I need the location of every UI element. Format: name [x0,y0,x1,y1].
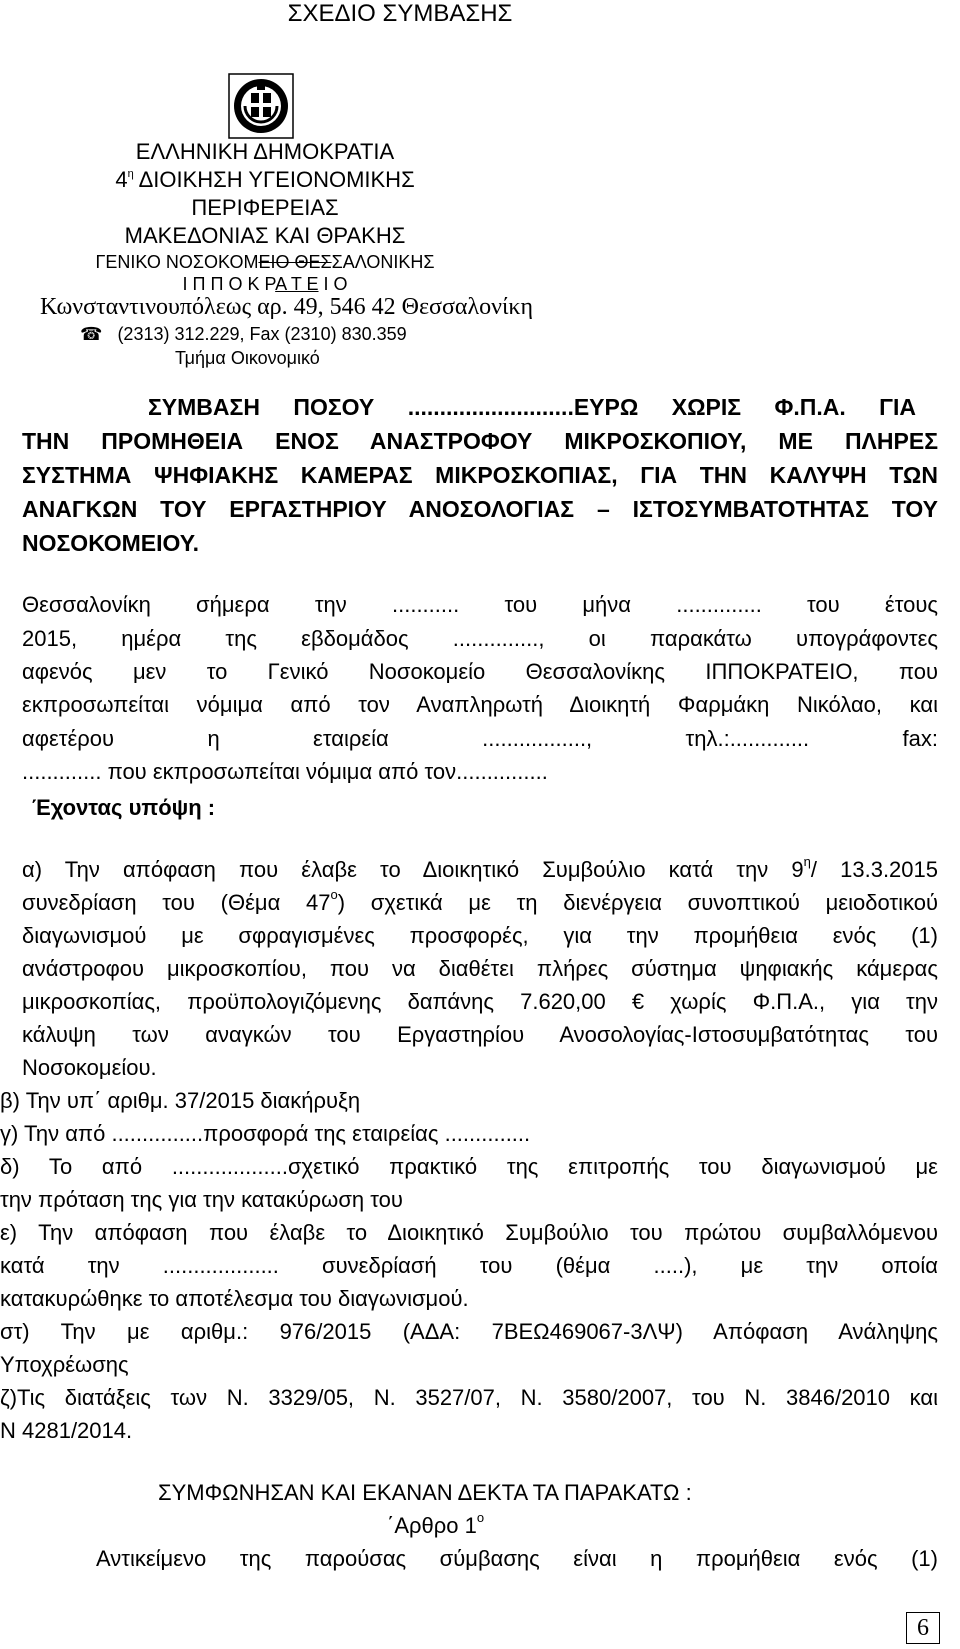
intro-line-4: εκπροσωπείται νόμιμα από τον Αναπληρωτή Διοικητή Φαρμάκη Νικόλαο, και [22,692,938,717]
subject-line-4: ΑΝΑΓΚΩΝ ΤΟΥ ΕΡΓΑΣΤΗΡΙΟΥ ΑΝΟΣΟΛΟΓΙΑΣ – ΙΣΤΟΣΥΜΒΑΤΟΤΗΤΑΣ ΤΟΥ [22,496,938,522]
item-a-line-7: Νοσοκομείου. [22,1055,157,1080]
hospital-name-part3: ΣΑΛΟΝΙΚΗΣ [331,252,435,272]
item-e-line-3: κατακυρώθηκε το αποτέλεσμα του διαγωνισμού. [0,1286,469,1311]
page-number: 6 [906,1612,940,1644]
item-st-line-1: στ) Την με αριθμ.: 976/2015 (ΑΔΑ: 7ΒΕΩ469067-3ΛΨ) Απόφαση Ανάληψης [0,1319,938,1344]
header-line-macedonia: ΜΑΚΕΔΟΝΙΑΣ ΚΑΙ ΘΡΑΚΗΣ [124,223,406,248]
header-phone-line [80,324,407,345]
article-heading-text: ΄Αρθρο 1 [387,1513,477,1538]
item-a1-sup: η [803,854,811,869]
item-d-line-2: την πρόταση της για την κατακύρωση του [0,1187,403,1212]
item-a-line-2 [22,887,938,916]
telephone-icon: ☎ [80,324,103,344]
item-b: β) Την υπ΄ αριθμ. 37/2015 διακήρυξη [0,1088,361,1113]
document-title: ΣΧΕΔΙΟ ΣΥΜΒΑΣΗΣ [287,0,513,27]
header-department: Τμήμα Οικονομικό [175,348,320,368]
header-address: Κωνσταντινουπόλεως αρ. 49, 546 42 Θεσσαλονίκη [40,294,534,320]
header-district-sup: η [127,168,134,180]
item-e-line-1: ε) Την απόφαση που έλαβε το Διοικητικό Συμβούλιο του πρώτου συμβαλλόμενου [0,1220,938,1245]
item-a-line-4: ανάστροφου μικροσκοπίου, που να διαθέτει πλήρες σύστημα ψηφιακής κάμερας [22,956,938,981]
item-a2-text: συνεδρίαση του (Θέμα 47 [22,890,331,915]
item-st-line-2: Υποχρέωσης [0,1352,129,1377]
header-line-hippokrateio [130,274,400,295]
subject-line-1: ΣΥΜΒΑΣΗ ΠΟΣΟΥ ..........................ΕΥΡΩ ΧΩΡΙΣ Φ.Π.Α. ΓΙΑ [148,394,916,420]
item-c: γ) Την από ...............προσφορά της εταιρείας .............. [0,1121,531,1146]
item-z-line-2: Ν 4281/2014. [0,1418,133,1443]
hospital-name-part2: ΕΙΟ ΘΕΣ [258,252,332,272]
item-a2-rest: ) σχετικά με τη διενέργεια συνοπτικού μειοδοτικού [337,890,938,915]
intro-line-6: ............. που εκπροσωπείται νόμιμα από τον............... [22,759,548,784]
header-line-hospital [60,252,470,273]
item-a-line-3: διαγωνισμού με σφραγισμένες προσφορές, για την προμήθεια ενός (1) [22,923,938,948]
hippokrateio-part1: Ι Π Π Ο Κ Ρ [182,274,276,294]
item-z-line-1: ζ)Τις διατάξεις των Ν. 3329/05, Ν. 3527/07, Ν. 3580/2007, του Ν. 3846/2010 και [0,1385,938,1410]
item-a-line-1 [22,854,939,883]
header-district-number: 4 [115,167,128,192]
item-a-line-6: κάλυψη των αναγκών του Εργαστηρίου Ανοσολογίας-Ιστοσυμβατότητας του [22,1022,938,1047]
agreed-heading: ΣΥΜΦΩΝΗΣΑΝ ΚΑΙ ΕΚΑΝΑΝ ΔΕΚΤΑ ΤΑ ΠΑΡΑΚΑΤΩ : [158,1480,692,1505]
header-line-republic: ΕΛΛΗΝΙΚΗ ΔΗΜΟΚΡΑΤΙΑ [135,139,395,164]
greek-coat-of-arms-icon [228,73,294,139]
header-phone: (2313) 312.229, Fax (2310) 830.359 [117,324,407,344]
article-heading [387,1510,485,1539]
hospital-name-part1: ΓΕΝΙΚΟ ΝΟΣΟΚΟΜ [95,252,259,272]
item-e-line-2: κατά την ................... συνεδρίασή του (θέμα .....), με την οποία [0,1253,938,1278]
item-a2-sup: ο [330,887,338,902]
intro-line-3: αφενός μεν το Γενικό Νοσοκομείο Θεσσαλονίκης ΙΠΠΟΚΡΑΤΕΙΟ, που [22,659,938,684]
item-a1-text: α) Την απόφαση που έλαβε το Διοικητικό Συμβούλιο κατά την 9 [22,857,804,882]
article-text: Αντικείμενο της παρούσας σύμβασης είναι η προμήθεια ενός (1) [96,1546,938,1571]
intro-line-5: αφετέρου η εταιρεία ................., τηλ.:............. fax: [22,726,938,751]
hippokrateio-part3: Ι Ο [318,274,348,294]
subject-line-3: ΣΥΣΤΗΜΑ ΨΗΦΙΑΚΗΣ ΚΑΜΕΡΑΣ ΜΙΚΡΟΣΚΟΠΙΑΣ, ΓΙΑ ΤΗΝ ΚΑΛΥΨΗ ΤΩΝ [22,462,938,488]
item-a-line-5: μικροσκοπίας, προϋπολογιζόμενης δαπάνης 7.620,00 € χωρίς Φ.Π.Α., για την [22,989,938,1014]
considering-heading: Έχοντας υπόψη : [32,795,216,820]
header-district-text: ΔΙΟΙΚΗΣΗ ΥΓΕΙΟΝΟΜΙΚΗΣ [133,167,415,192]
intro-line-2: 2015, ημέρα της εβδομάδος .............., οι παρακάτω υπογράφοντες [22,626,938,651]
header-line-region: ΠΕΡΙΦΕΡΕΙΑΣ [191,195,339,220]
intro-line-1: Θεσσαλονίκη σήμερα την ........... του μήνα .............. του έτους [22,592,938,617]
item-d-line-1: δ) Το από ...................σχετικό πρακτικό της επιτροπής του διαγωνισμού με [0,1154,938,1179]
article-heading-sup: ο [476,1510,485,1525]
subject-line-5: ΝΟΣΟΚΟΜΕΙΟΥ. [22,530,199,556]
hippokrateio-part2: Α Τ Ε [275,274,319,294]
subject-line-2: ΤΗΝ ΠΡΟΜΗΘΕΙΑ ΕΝΟΣ ΑΝΑΣΤΡΟΦΟΥ ΜΙΚΡΟΣΚΟΠΙΟΥ, ΜΕ ΠΛΗΡΕΣ [22,428,938,454]
item-a1-date: / 13.3.2015 [810,857,939,882]
